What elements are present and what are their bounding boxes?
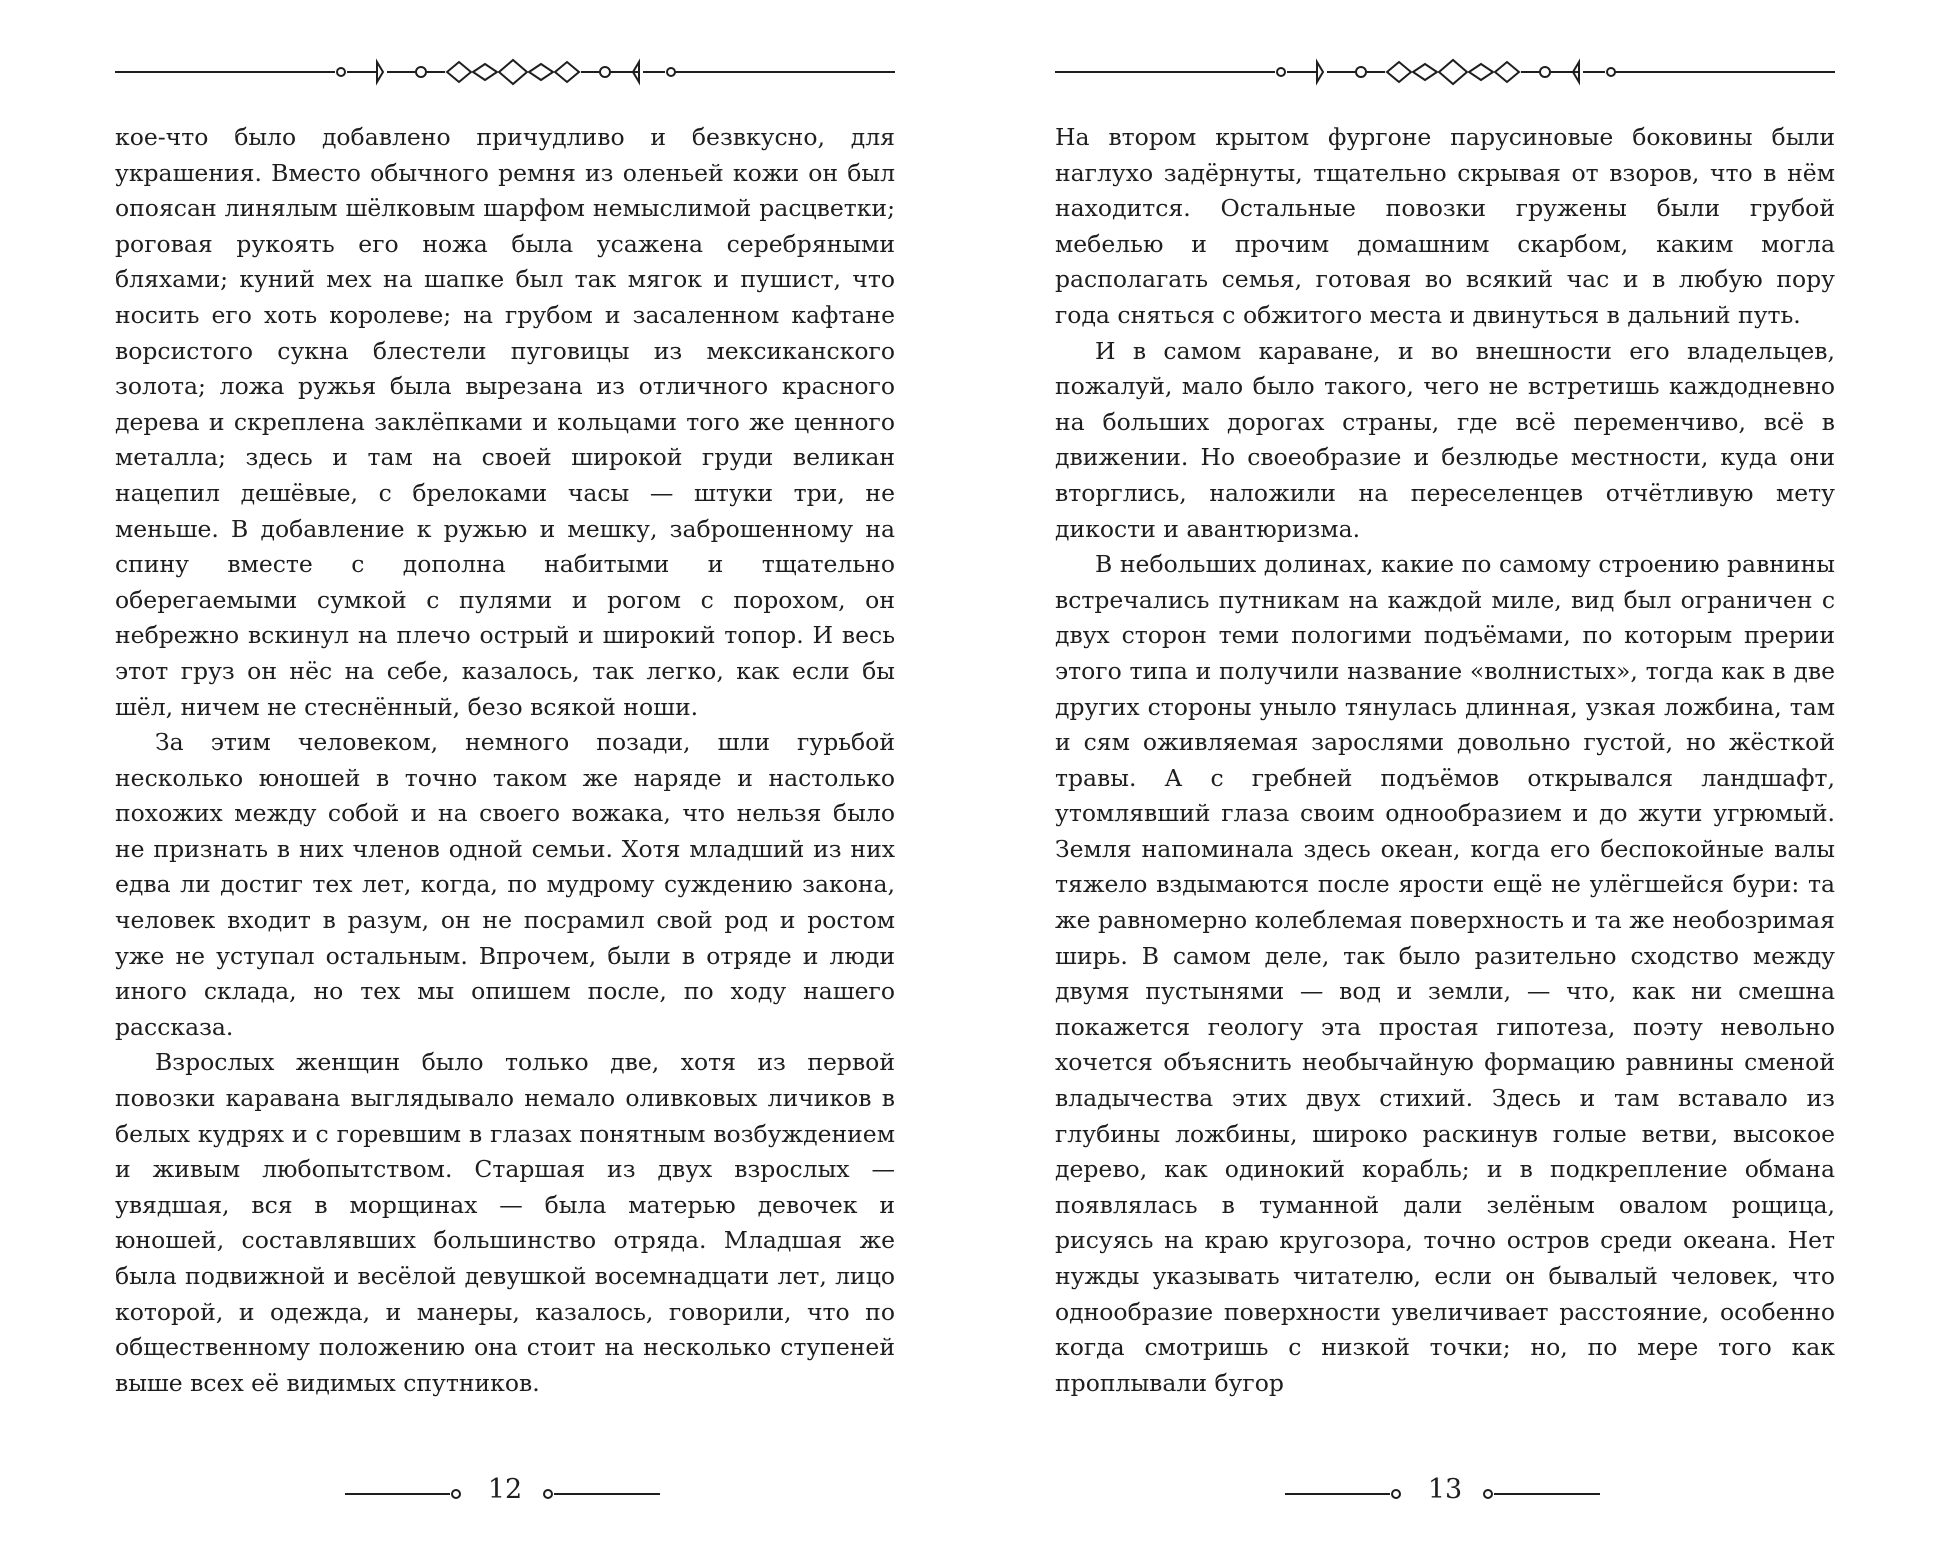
- paragraph: На втором крытом фургоне парусиновые боковины были наглухо задёрнуты, тщательно скрывая от взоров, что в нём находится. Остальные повозки гружены были грубой мебелью и прочим домашним скарбом, каким могла располагать семья, готовая во всякий час и в любую пору года сняться с обжитого места и двинуться в дальний путь.: [1055, 123, 1835, 329]
- paragraph: кое-что было добавлено причудливо и безвкусно, для украшения. Вместо обычного ремня из оленьей кожи он был опоясан линялым шёлковым шарфом немыслимой расцветки; роговая рукоять его ножа была усажена серебряными бляхами; куний мех на шапке был так мягок и пушист, что носить его хоть королеве; на грубом и засаленном кафтане ворсистого сукна блестели пуговицы из мексиканского золота; ложа ружья была вырезана из отличного красного дерева и скреплена заклёпками и кольцами того же ценного металла; здесь и там на своей широкой груди великан нацепил дешёвые, с брелоками часы — штуки три, не меньше. В добавление к ружью и мешку, заброшенному на спину вместе с дополна набитыми и тщательно оберегаемыми сумкой с пулями и рогом с порохом, он небрежно вскинул на плечо острый и широкий топор. И весь этот груз он нёс на себе, казалось, так легко, как если бы шёл, ничем не стеснённый, безо всякой ноши.: [115, 123, 895, 721]
- page-footer: [115, 1470, 895, 1510]
- page-footer: [1055, 1470, 1835, 1510]
- page-number: 13: [1427, 1474, 1463, 1505]
- left-page: [115, 0, 895, 1558]
- body-text: [1055, 120, 1835, 1401]
- body-text: [115, 120, 895, 1401]
- header-ornament: [115, 44, 895, 104]
- paragraph: За этим человеком, немного позади, шли гурьбой несколько юношей в точно таком же наряде и настолько похожих между собой и на своего вожака, что нельзя было не признать в них членов одной семьи. Хотя младший из них едва ли достиг тех лет, когда, по мудрому суждению закона, человек входит в разум, он не посрамил свой род и ростом уже не уступал остальным. Впрочем, были в отряде и люди иного склада, но тех мы опишем после, по ходу нашего рассказа.: [115, 728, 895, 1041]
- page-number: 12: [487, 1474, 523, 1505]
- paragraph: И в самом караване, и во внешности его владельцев, пожалуй, мало было такого, чего не встретишь каждодневно на больших дорогах страны, где всё переменчиво, всё в движении. Но своеобразие и безлюдье местности, куда они вторглись, наложили на переселенцев отчётливую мету дикости и авантюризма.: [1055, 336, 1835, 543]
- header-ornament: [1055, 44, 1835, 104]
- paragraph: В небольших долинах, какие по самому строению равнины встречались путникам на каждой миле, вид был ограничен с двух сторон теми пологими подъёмами, по которым прерии этого типа и получили название «волнистых», тогда как в две других стороны уныло тянулась длинная, узкая ложбина, там и сям оживляемая зарослями довольно густой, но жёсткой травы. А с гребней подъёмов открывался ландшафт, утомлявший глаза своим однообразием и до жути угрюмый. Земля напоминала здесь океан, когда его беспокойные валы тяжело вздымаются после ярости ещё не улёгшейся бури: та же равномерно колеблемая поверхность и та же необозримая ширь. В самом деле, так было разительно сходство между двумя пустынями — вод и земли, — что, как ни смешна покажется геологу эта простая гипотеза, поэту невольно хочется объяснить необычайную формацию равнины сменой владычества этих двух стихий. Здесь и там вставало из глубины ложбины, широко раскинув голые ветви, высокое дерево, как одинокий корабль; и в подкрепление обмана появлялась в туманной дали зелёным овалом рощица, рисуясь на краю кругозора, точно остров среди океана. Нет нужды указывать читателю, если он бывалый человек, что однообразие поверхности увеличивает расстояние, особенно когда смотришь с низкой точки; но, по мере того как проплывали бугор: [1055, 550, 1835, 1397]
- right-page: [1055, 0, 1835, 1558]
- paragraph: Взрослых женщин было только две, хотя из первой повозки каравана выглядывало немало оливковых личиков в белых кудрях и с горевшим в глазах понятным возбуждением и живым любопытством. Старшая из двух взрослых — увядшая, вся в морщинах — была матерью девочек и юношей, составлявших большинство отряда. Младшая же была подвижной и весёлой девушкой восемнадцати лет, лицо которой, и одежда, и манеры, казалось, говорили, что по общественному положению она стоит на несколько ступеней выше всех её видимых спутников.: [115, 1048, 895, 1397]
